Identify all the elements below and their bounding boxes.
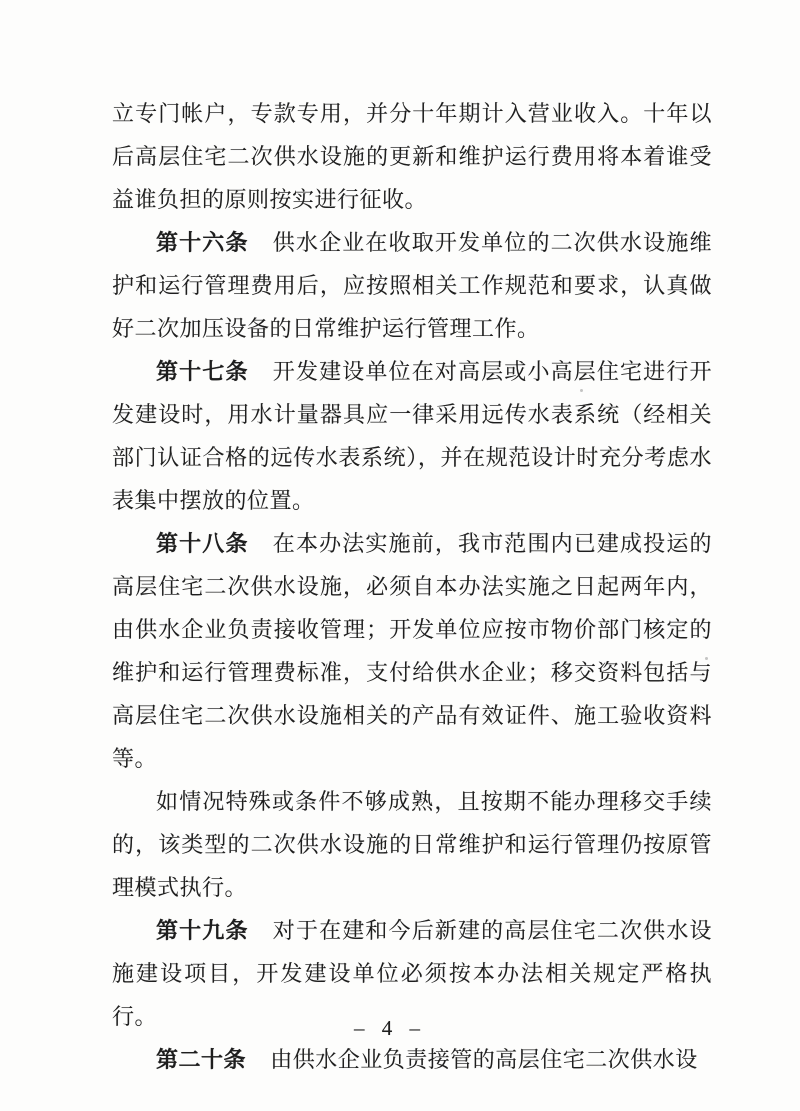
article-16-number: 第十六条 xyxy=(156,230,249,255)
document-body xyxy=(112,92,712,1081)
article-17-number: 第十七条 xyxy=(156,359,249,384)
article-18-paragraph xyxy=(112,522,712,780)
paragraph-continuation xyxy=(112,92,712,221)
article-19-number: 第十九条 xyxy=(156,918,249,943)
paragraph-text: 立专门帐户，专款专用，并分十年期计入营业收入。十年以后高层住宅二次供水设施的更新和维护运行费用将本着谁受益谁负担的原则按实进行征收。 xyxy=(112,101,712,212)
article-17-paragraph xyxy=(112,350,712,522)
article-18-text: 在本办法实施前，我市范围内已建成投运的高层住宅二次供水设施，必须自本办法实施之日起两年内，由供水企业负责接收管理；开发单位应按市物价部门核定的维护和运行管理费标准，支付给供水企业；移交资料包括与高层住宅二次供水设施相关的产品有效证件、施工验收资料等。 xyxy=(112,531,712,771)
article-20-text: 由供水企业负责接管的高层住宅二次供水设 xyxy=(270,1047,698,1072)
article-18-supplement-paragraph xyxy=(112,780,712,909)
article-20-number: 第二十条 xyxy=(156,1047,247,1072)
page-number: – 4 – xyxy=(354,1016,426,1040)
article-18-number: 第十八条 xyxy=(156,531,249,556)
scan-noise-speck xyxy=(472,620,474,622)
paragraph-text: 如情况特殊或条件不够成熟，且按期不能办理移交手续的，该类型的二次供水设施的日常维护和运行管理仍按原管理模式执行。 xyxy=(112,789,712,900)
scan-noise-speck xyxy=(160,543,163,545)
article-16-text: 供水企业在收取开发单位的二次供水设施维护和运行管理费用后，应按照相关工作规范和要求，认真做好二次加压设备的日常维护运行管理工作。 xyxy=(112,230,712,341)
article-19-text: 对于在建和今后新建的高层住宅二次供水设施建设项目，开发建设单位必须按本办法相关规定严格执行。 xyxy=(112,918,712,1029)
scan-noise-speck xyxy=(705,657,708,660)
scan-noise-speck xyxy=(580,389,583,392)
article-17-text: 开发建设单位在对高层或小高层住宅进行开发建设时，用水计量器具应一律采用远传水表系统（经相关部门认证合格的远传水表系统），并在规范设计时充分考虑水表集中摆放的位置。 xyxy=(112,359,712,513)
article-16-paragraph xyxy=(112,221,712,350)
article-20-paragraph xyxy=(112,1038,712,1081)
